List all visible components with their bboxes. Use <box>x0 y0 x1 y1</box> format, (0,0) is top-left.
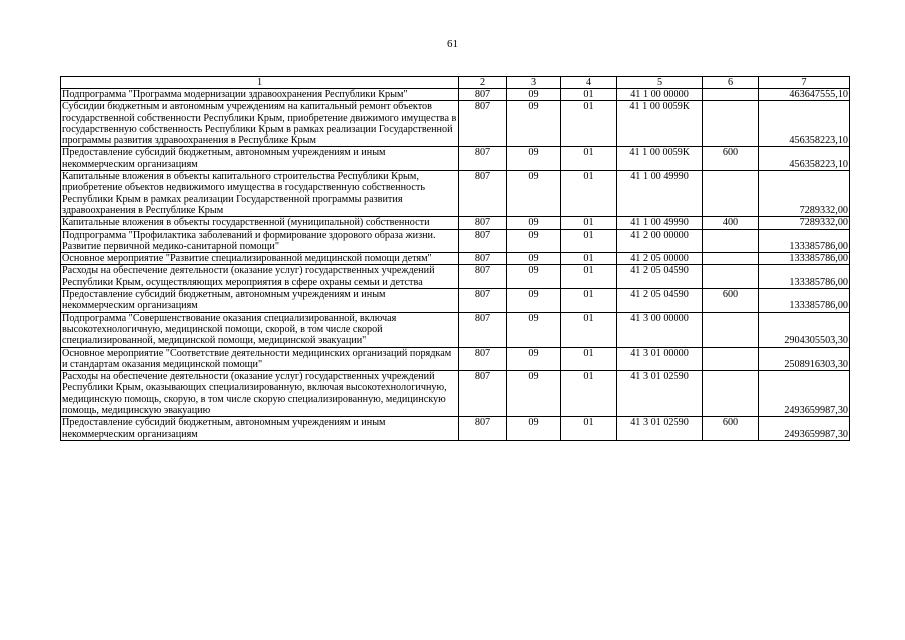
row-pr: 01 <box>561 371 617 417</box>
row-name: Основное мероприятие "Соответствие деятельности медицинских организаций порядкам и стандартам оказания медицинской помощи" <box>61 347 459 371</box>
table-row <box>61 171 850 217</box>
table-row <box>61 101 850 147</box>
row-name: Предоставление субсидий бюджетным, автономным учреждениям и иным некоммерческим организациям <box>61 289 459 313</box>
table-row <box>61 147 850 171</box>
table-row <box>61 217 850 229</box>
header-col-6: 6 <box>703 77 759 89</box>
table-row <box>61 371 850 417</box>
row-ved: 807 <box>459 417 507 441</box>
row-name: Расходы на обеспечение деятельности (оказание услуг) государственных учреждений Республики Крым, оказывающих специализированную, включая высокотехнологичную, медицинскую помощь, скорую, в том числе скорую специализированную, медицинскую помощь, медицинскую эвакуацию <box>61 371 459 417</box>
row-amount: 133385786,00 <box>759 229 850 253</box>
row-pr: 01 <box>561 347 617 371</box>
row-rz: 09 <box>507 101 561 147</box>
row-ved: 807 <box>459 347 507 371</box>
row-ved: 807 <box>459 89 507 101</box>
row-amount: 2493659987,30 <box>759 417 850 441</box>
row-ved: 807 <box>459 289 507 313</box>
row-rz: 09 <box>507 229 561 253</box>
row-csr: 41 1 00 00000 <box>617 89 703 101</box>
row-csr: 41 3 01 02590 <box>617 417 703 441</box>
row-amount: 456358223,10 <box>759 101 850 147</box>
row-pr: 01 <box>561 217 617 229</box>
table-row <box>61 417 850 441</box>
row-name: Предоставление субсидий бюджетным, автономным учреждениям и иным некоммерческим организациям <box>61 417 459 441</box>
row-ved: 807 <box>459 371 507 417</box>
row-ved: 807 <box>459 253 507 265</box>
row-vr <box>703 371 759 417</box>
row-name: Капитальные вложения в объекты капитального строительства Республики Крым, приобретение объектов недвижимого имущества в государственную собственность Республики Крым в рамках реализации Государственной программы развития здравоохранения в Республике Крым <box>61 171 459 217</box>
table-row <box>61 289 850 313</box>
header-col-5: 5 <box>617 77 703 89</box>
row-csr: 41 2 05 04590 <box>617 265 703 289</box>
row-name: Субсидии бюджетным и автономным учреждениям на капитальный ремонт объектов государственной собственности Республики Крым, приобретение движимого имущества в государственную собственность Республики Крым в рамках реализации Государственной программы развития здравоохранения в Республике Крым <box>61 101 459 147</box>
row-ved: 807 <box>459 229 507 253</box>
table-row <box>61 229 850 253</box>
row-rz: 09 <box>507 417 561 441</box>
header-col-3: 3 <box>507 77 561 89</box>
row-csr: 41 1 00 49990 <box>617 217 703 229</box>
row-pr: 01 <box>561 147 617 171</box>
row-rz: 09 <box>507 217 561 229</box>
row-csr: 41 2 05 00000 <box>617 253 703 265</box>
row-vr <box>703 347 759 371</box>
table-row <box>61 347 850 371</box>
row-rz: 09 <box>507 253 561 265</box>
header-col-7: 7 <box>759 77 850 89</box>
row-vr <box>703 101 759 147</box>
row-rz: 09 <box>507 89 561 101</box>
row-csr: 41 3 00 00000 <box>617 312 703 347</box>
row-rz: 09 <box>507 265 561 289</box>
row-amount: 2508916303,30 <box>759 347 850 371</box>
header-col-1: 1 <box>61 77 459 89</box>
row-name: Основное мероприятие "Развитие специализированной медицинской помощи детям" <box>61 253 459 265</box>
row-vr <box>703 171 759 217</box>
row-pr: 01 <box>561 89 617 101</box>
row-amount: 2493659987,30 <box>759 371 850 417</box>
row-vr: 600 <box>703 147 759 171</box>
row-ved: 807 <box>459 171 507 217</box>
row-amount: 7289332,00 <box>759 217 850 229</box>
row-amount: 133385786,00 <box>759 253 850 265</box>
row-csr: 41 2 05 04590 <box>617 289 703 313</box>
row-csr: 41 1 00 49990 <box>617 171 703 217</box>
row-pr: 01 <box>561 253 617 265</box>
row-csr: 41 1 00 0059К <box>617 101 703 147</box>
row-vr <box>703 265 759 289</box>
row-amount: 2904305503,30 <box>759 312 850 347</box>
row-ved: 807 <box>459 147 507 171</box>
header-col-4: 4 <box>561 77 617 89</box>
row-name: Подпрограмма "Программа модернизации здравоохранения Республики Крым" <box>61 89 459 101</box>
row-csr: 41 3 01 02590 <box>617 371 703 417</box>
row-rz: 09 <box>507 147 561 171</box>
table-row <box>61 312 850 347</box>
row-amount: 133385786,00 <box>759 289 850 313</box>
row-csr: 41 1 00 0059К <box>617 147 703 171</box>
header-col-2: 2 <box>459 77 507 89</box>
row-pr: 01 <box>561 312 617 347</box>
row-rz: 09 <box>507 347 561 371</box>
row-ved: 807 <box>459 217 507 229</box>
row-ved: 807 <box>459 101 507 147</box>
page-number: 61 <box>447 38 458 50</box>
row-pr: 01 <box>561 101 617 147</box>
row-rz: 09 <box>507 289 561 313</box>
row-amount: 7289332,00 <box>759 171 850 217</box>
header-row <box>61 77 850 89</box>
row-ved: 807 <box>459 312 507 347</box>
row-amount: 456358223,10 <box>759 147 850 171</box>
row-vr: 600 <box>703 417 759 441</box>
table-row <box>61 253 850 265</box>
budget-table <box>60 76 850 441</box>
row-ved: 807 <box>459 265 507 289</box>
row-amount: 133385786,00 <box>759 265 850 289</box>
row-name: Подпрограмма "Профилактика заболеваний и формирование здорового образа жизни. Развитие первичной медико-санитарной помощи" <box>61 229 459 253</box>
row-vr <box>703 312 759 347</box>
row-csr: 41 3 01 00000 <box>617 347 703 371</box>
row-name: Расходы на обеспечение деятельности (оказание услуг) государственных учреждений Республики Крым, осуществляющих мероприятия в сфере охраны семьи и детства <box>61 265 459 289</box>
table-row <box>61 89 850 101</box>
row-name: Предоставление субсидий бюджетным, автономным учреждениям и иным некоммерческим организациям <box>61 147 459 171</box>
row-vr <box>703 89 759 101</box>
row-rz: 09 <box>507 371 561 417</box>
row-pr: 01 <box>561 229 617 253</box>
row-pr: 01 <box>561 171 617 217</box>
row-pr: 01 <box>561 265 617 289</box>
row-rz: 09 <box>507 171 561 217</box>
row-rz: 09 <box>507 312 561 347</box>
row-pr: 01 <box>561 417 617 441</box>
row-vr: 600 <box>703 289 759 313</box>
row-vr <box>703 253 759 265</box>
row-csr: 41 2 00 00000 <box>617 229 703 253</box>
row-vr <box>703 229 759 253</box>
row-name: Подпрограмма "Совершенствование оказания специализированной, включая высокотехнологичную, медицинской помощи, скорой, в том числе скорой специализированной, медицинской помощи, медицинской эвакуации" <box>61 312 459 347</box>
table-row <box>61 265 850 289</box>
row-name: Капитальные вложения в объекты государственной (муниципальной) собственности <box>61 217 459 229</box>
row-vr: 400 <box>703 217 759 229</box>
row-pr: 01 <box>561 289 617 313</box>
row-amount: 463647555,10 <box>759 89 850 101</box>
